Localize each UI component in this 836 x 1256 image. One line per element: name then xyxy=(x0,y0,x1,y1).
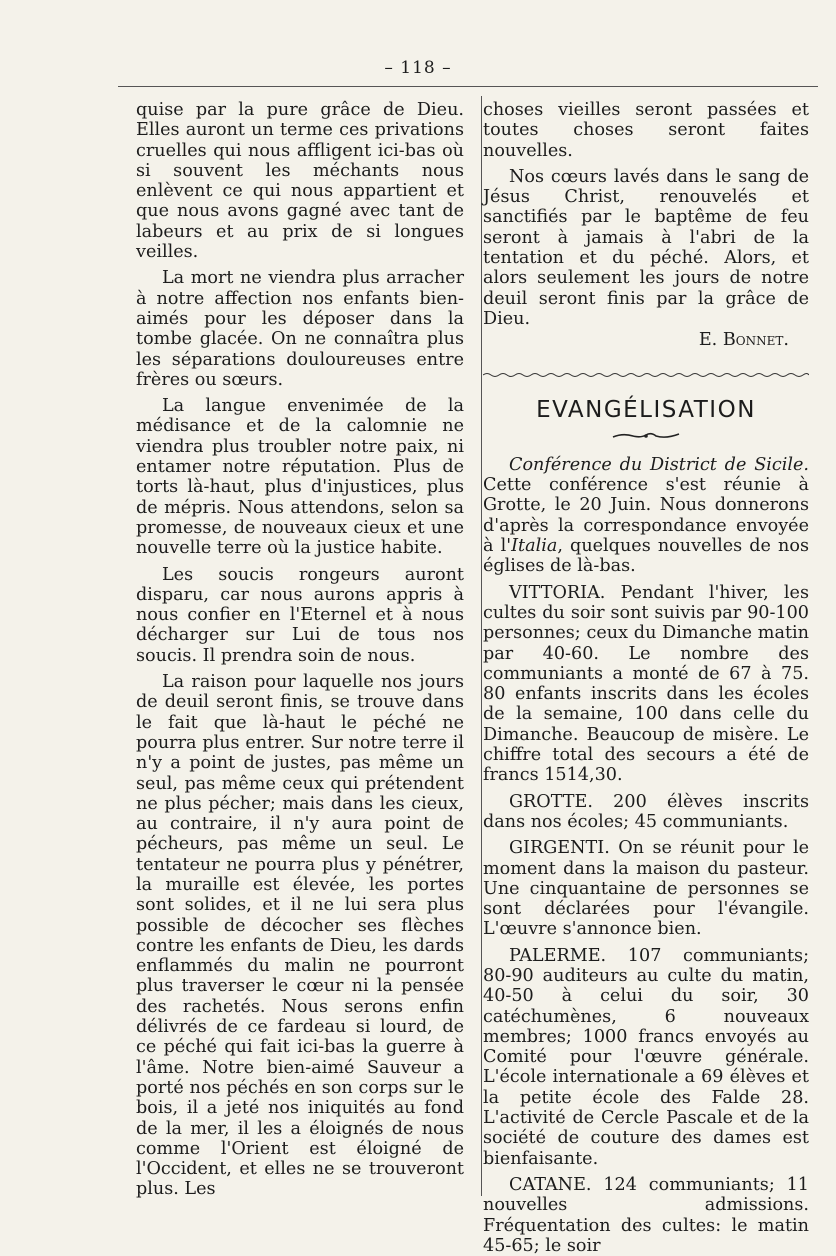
report-paragraph xyxy=(483,583,809,786)
report-text: 200 élèves inscrits dans nos écoles; 45 communiants. xyxy=(483,791,809,832)
column-divider xyxy=(481,96,482,1196)
paragraph: La langue envenimée de la médisance et de la calomnie ne viendra plus troubler notre paix, ni entamer notre réputation. Plus de torts là-haut, plus d'injustices, plus de mépris. Nous attendons, selon sa promesse, de nouveaux cieux et une nouvelle terre où la justice habite. xyxy=(136,396,464,559)
place-name: CATANE. xyxy=(509,1174,592,1195)
left-column xyxy=(136,100,464,1200)
wavy-divider xyxy=(483,371,809,379)
signature-initial: E. B xyxy=(698,330,736,351)
place-name: PALERME. xyxy=(509,945,607,966)
place-name: GIRGENTI. xyxy=(509,838,610,859)
report-paragraph xyxy=(483,792,809,833)
conference-intro: Cette conférence s'est réunie à Grotte, le 20 Juin. Nous donnerons d'après la correspondance envoyée à l' xyxy=(483,475,809,557)
section-title: EVANGÉLISATION xyxy=(536,396,756,423)
place-name: GROTTE. xyxy=(509,791,593,812)
report-text: 124 communiants; 11 nouvelles admissions. Fréquentation des cultes: le matin 45-65; le soir xyxy=(483,1174,809,1256)
conference-title: Conférence du District de Sicile. xyxy=(509,454,809,475)
ornament-flourish xyxy=(611,431,681,441)
signature-surname: onnet. xyxy=(735,330,789,351)
paragraph: Les soucis rongeurs auront disparu, car nous aurons appris à nous confier en l'Eternel et à nous décharger sur Lui de tous nos soucis. Il prendra soin de nous. xyxy=(136,564,464,666)
paragraph: La raison pour laquelle nos jours de deuil seront finis, se trouve dans le fait que là-haut le péché ne pourra plus entrer. Sur notre terre il n'y a point de justes, pas même un seul, pas même ceux qui prétendent ne plus pécher; mais dans les cieux, au contraire, il n'y aura point de pécheurs, pas même un seul. Le tentateur ne pourra plus y pénétrer, la muraille est élevée, les portes sont solides, et il ne lui sera plus possible de décocher ses flèches contre les enfants de Dieu, les dards enflammés du malin ne pourront plus traverser le cœur ni la pensée des rachetés. Nous serons enfin délivrés de ce fardeau si lourd, de ce péché qui fait ici-bas la guerre à l'âme. Notre bien-aimé Sauveur a porté nos péchés en son corps sur le bois, il a jeté nos iniquités au fond de la mer, il les a éloignés de nous comme l'Orient est éloigné de l'Occident, et elles ne se trouveront plus. Les xyxy=(136,672,464,1200)
paragraph: La mort ne viendra plus arracher à notre affection nos enfants bien-aimés pour les déposer dans la tombe glacée. On ne connaîtra plus les séparations douloureuses entre frères ou sœurs. xyxy=(136,268,464,390)
paragraph: quise par la pure grâce de Dieu. Elles auront un terme ces privations cruelles qui nous affligent ici-bas où si souvent les méchants nous enlèvent ce qui nous appartient et que nous avons gagné avec tant de labeurs et au prix de si longues veilles. xyxy=(136,100,464,263)
report-paragraph xyxy=(483,946,809,1169)
author-signature xyxy=(483,330,809,350)
conference-intro-end: , quelques nouvelles de nos églises de là-bas. xyxy=(483,536,810,577)
paragraph: Nos cœurs lavés dans le sang de Jésus Christ, renouvelés et sanctifiés par le baptême de feu seront à jamais à l'abri de la tentation et du péché. Alors, et alors seulement les jours de notre deuil seront finis par la grâce de Dieu. xyxy=(483,166,809,329)
header-rule xyxy=(118,86,818,87)
report-text: Pendant l'hiver, les cultes du soir sont suivis par 90-100 personnes; ceux du Dimanche matin par 40-60. Le nombre des communiants a monté de 67 à 75. 80 enfants inscrits dans les écoles de la semaine, 100 dans celle du Dimanche. Beaucoup de misère. Le chiffre total des secours a été de francs 1514,30. xyxy=(483,582,809,786)
report-text: On se réunit pour le moment dans la maison du pasteur. Une cinquantaine de personnes se sont déclarées pour l'évangile. L'œuvre s'annonce bien. xyxy=(483,838,809,940)
journal-name: Italia xyxy=(511,536,558,557)
paragraph: choses vieilles seront passées et toutes choses seront faites nouvelles. xyxy=(483,100,809,161)
conference-paragraph xyxy=(483,455,809,577)
page-number: – 118 – xyxy=(384,58,452,78)
right-column xyxy=(483,100,809,1256)
place-name: VITTORIA. xyxy=(509,582,606,603)
report-paragraph xyxy=(483,1175,809,1256)
report-paragraph xyxy=(483,838,809,939)
report-text: 107 communiants; 80-90 auditeurs au culte du matin, 40-50 à celui du soir, 30 catéchumènes, 6 nouveaux membres; 1000 francs envoyés au Comité pour l'œuvre générale. L'école internationale a 69 élèves et la petite école des Falde 28. L'activité de Cercle Pascale et de la société de couture des dames est bienfaisante. xyxy=(483,945,809,1169)
